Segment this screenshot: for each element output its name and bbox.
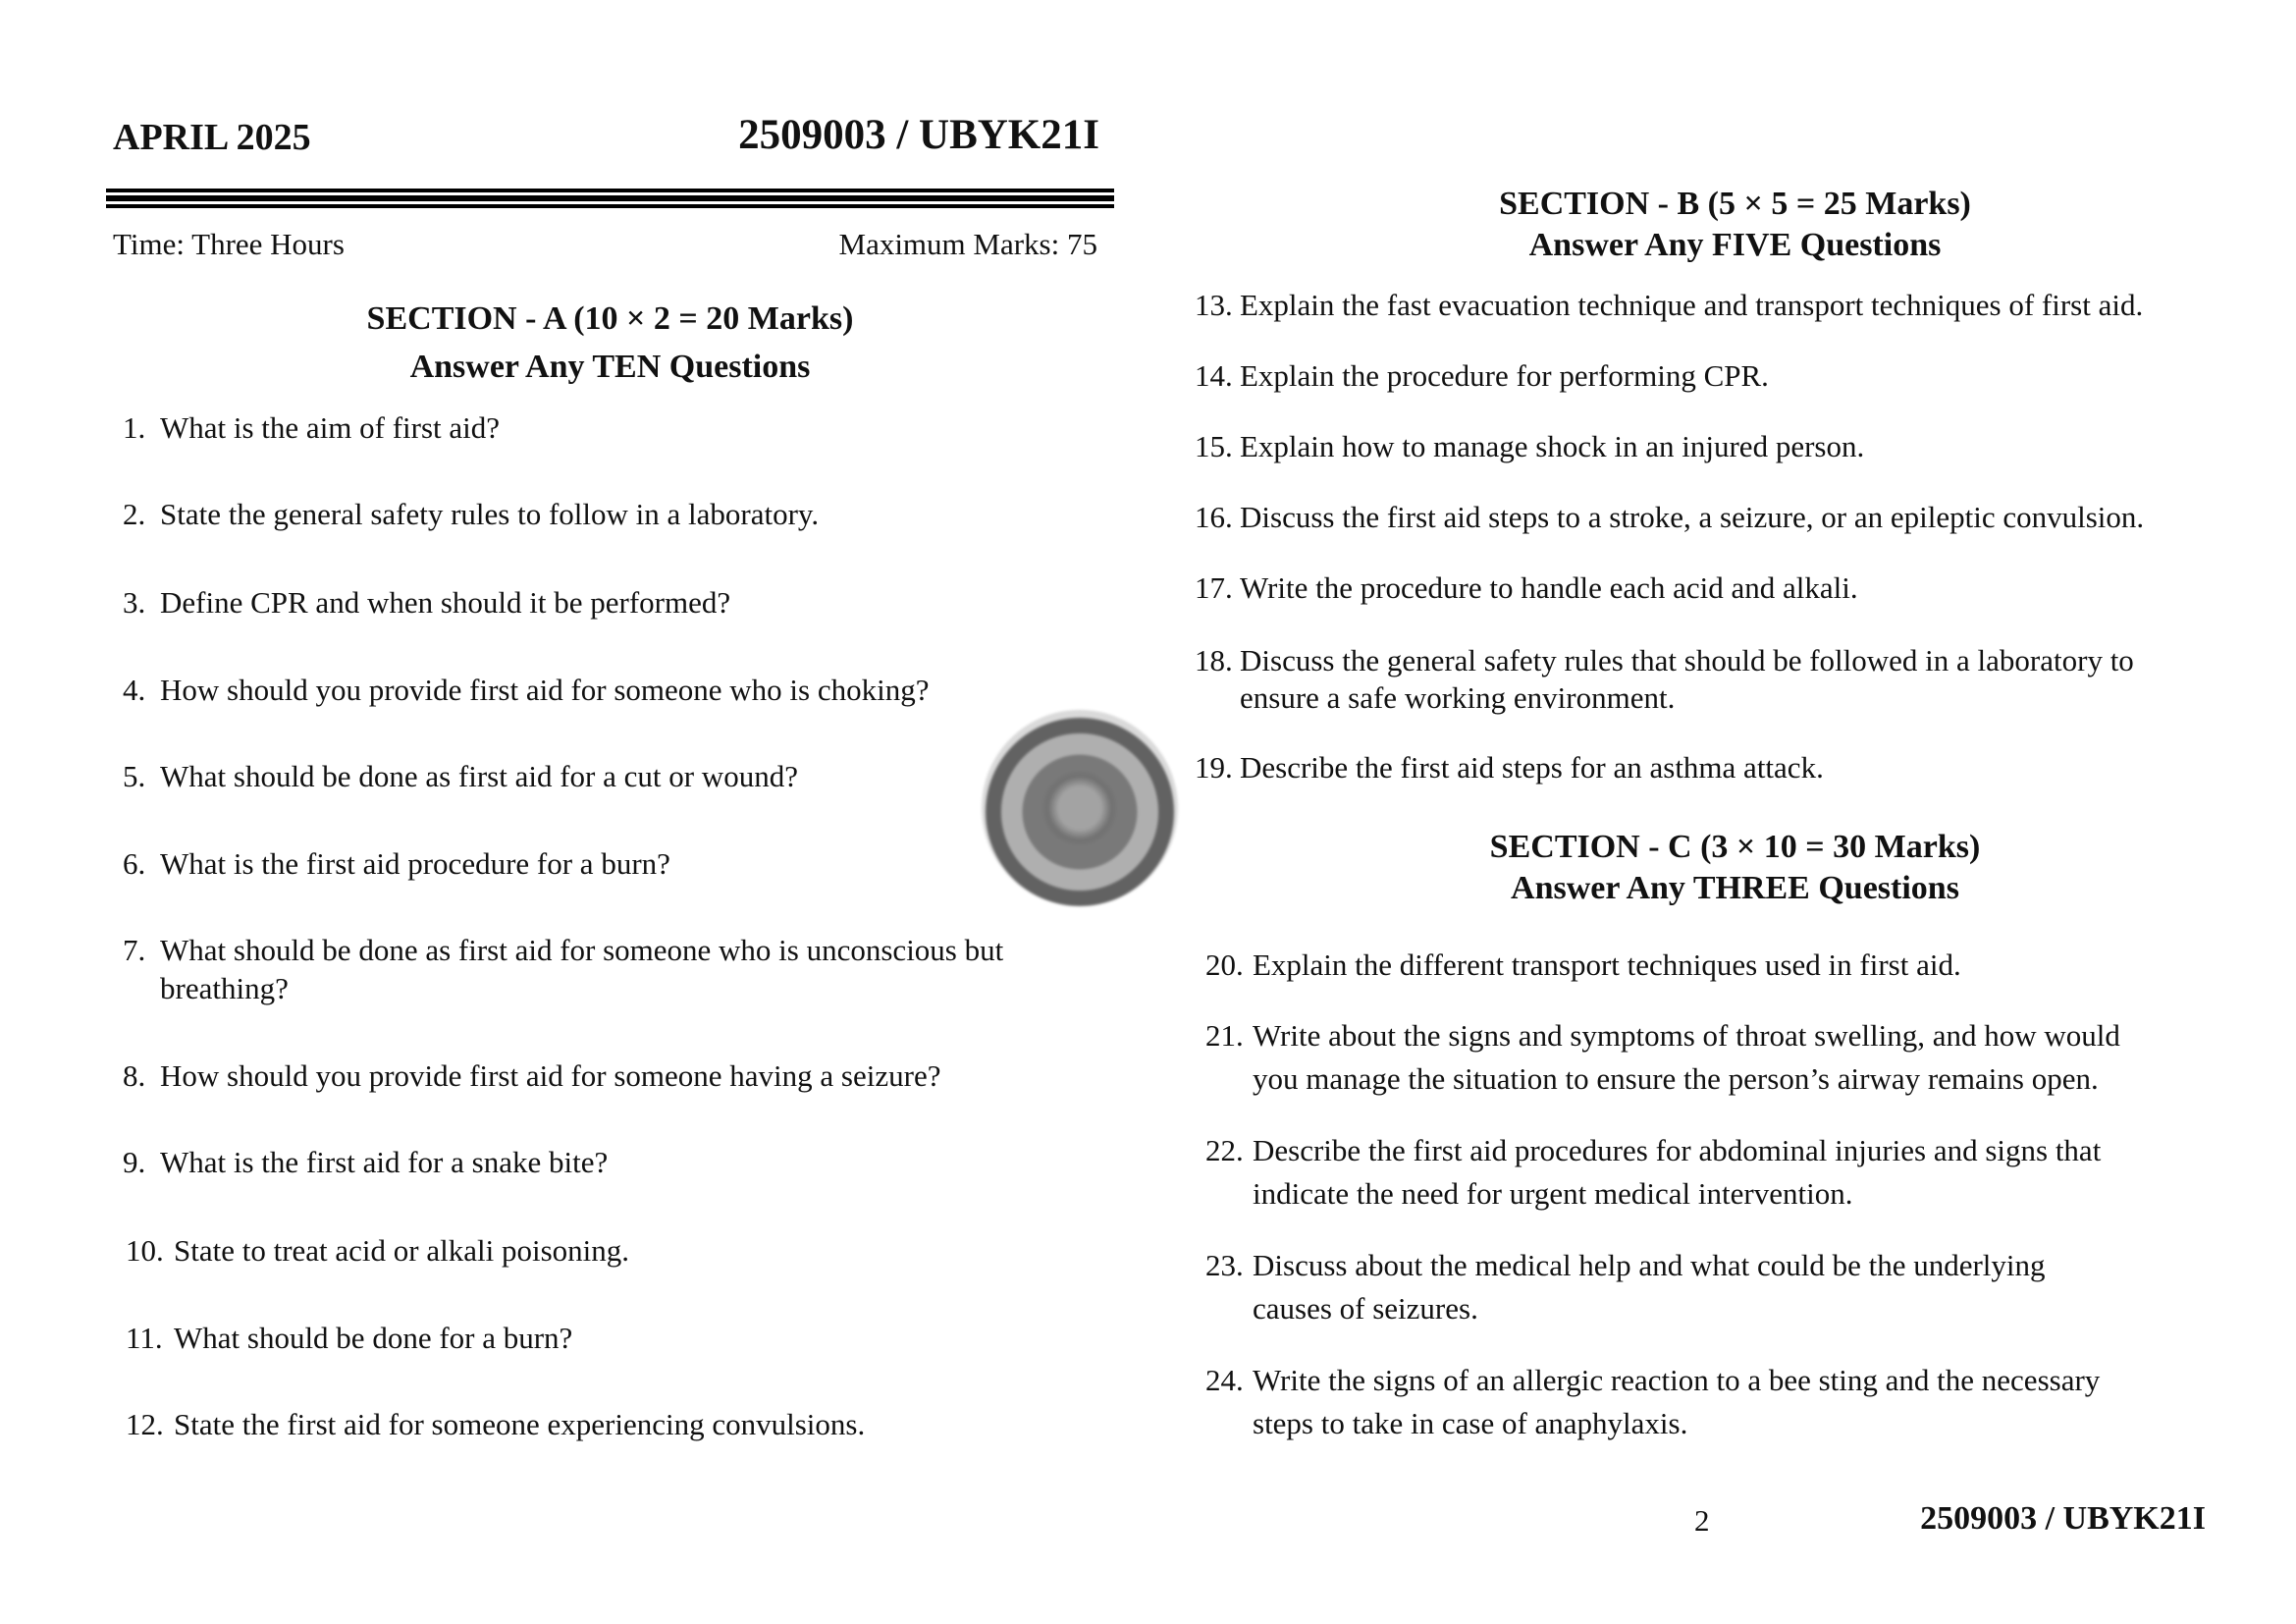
question-number: 11. bbox=[126, 1321, 163, 1355]
footer-paper-code: 2509003 / UBYK21I bbox=[1920, 1500, 2206, 1537]
question-text: Explain the different transport techniques used in first aid. bbox=[1253, 947, 1961, 982]
question-text: Describe the first aid procedures for abdominal injuries and signs that bbox=[1253, 1133, 2102, 1167]
question-number: 16. bbox=[1195, 500, 1233, 534]
question-text: What should be done as first aid for a cut or wound? bbox=[160, 759, 798, 793]
question-text: Describe the first aid steps for an asthma attack. bbox=[1240, 750, 1824, 785]
question-number: 5. bbox=[123, 759, 146, 793]
question-text: Discuss the general safety rules that should be followed in a laboratory to bbox=[1240, 643, 2134, 677]
section-c-title: SECTION - C (3 × 10 = 30 Marks) bbox=[1489, 829, 1981, 865]
question-text: What is the aim of first aid? bbox=[160, 410, 501, 445]
question-number: 6. bbox=[123, 846, 146, 881]
question-text: How should you provide first aid for someone having a seizure? bbox=[160, 1058, 941, 1093]
question-text: Explain the fast evacuation technique and transport techniques of first aid. bbox=[1240, 288, 2144, 322]
question-text-continued: ensure a safe working environment. bbox=[1240, 680, 1676, 715]
question-number: 3. bbox=[123, 585, 146, 620]
question-number: 13. bbox=[1195, 288, 1233, 322]
section-a-title: SECTION - A (10 × 2 = 20 Marks) bbox=[366, 300, 854, 337]
question-text: Discuss about the medical help and what could be the underlying bbox=[1253, 1248, 2046, 1282]
question-text-continued: steps to take in case of anaphylaxis. bbox=[1253, 1406, 1688, 1440]
question-number: 4. bbox=[123, 673, 146, 707]
question-text-continued: you manage the situation to ensure the person’s airway remains open. bbox=[1253, 1061, 2099, 1096]
question-number: 20. bbox=[1205, 947, 1244, 982]
question-number: 14. bbox=[1195, 358, 1233, 393]
question-number: 10. bbox=[126, 1233, 164, 1268]
section-b-title: SECTION - B (5 × 5 = 25 Marks) bbox=[1499, 186, 1971, 222]
question-number: 22. bbox=[1205, 1133, 1244, 1167]
question-text: What should be done for a burn? bbox=[174, 1321, 573, 1355]
header-rule-top bbox=[106, 189, 1114, 192]
exam-month-year: APRIL 2025 bbox=[113, 117, 311, 158]
question-text: Define CPR and when should it be performed? bbox=[160, 585, 731, 620]
question-text: Discuss the first aid steps to a stroke, a seizure, or an epileptic convulsion. bbox=[1240, 500, 2145, 534]
question-number: 12. bbox=[126, 1407, 164, 1441]
question-text-continued: breathing? bbox=[160, 971, 289, 1005]
question-text: Write the signs of an allergic reaction to a bee sting and the necessary bbox=[1253, 1363, 2101, 1397]
page-number: 2 bbox=[1694, 1503, 1710, 1538]
question-text: State to treat acid or alkali poisoning. bbox=[174, 1233, 630, 1268]
section-a-instruction: Answer Any TEN Questions bbox=[409, 349, 811, 385]
paper-code-heading: 2509003 / UBYK21I bbox=[738, 112, 1099, 158]
question-text-continued: causes of seizures. bbox=[1253, 1291, 1478, 1326]
question-text: Write the procedure to handle each acid and alkali. bbox=[1240, 570, 1858, 605]
question-number: 7. bbox=[123, 933, 146, 967]
seal-stamp-icon bbox=[982, 710, 1178, 906]
question-number: 23. bbox=[1205, 1248, 1244, 1282]
header-rule-bottom bbox=[106, 204, 1114, 208]
question-number: 24. bbox=[1205, 1363, 1244, 1397]
question-text: What is the first aid procedure for a burn? bbox=[160, 846, 670, 881]
section-b-instruction: Answer Any FIVE Questions bbox=[1528, 227, 1942, 263]
question-text: Explain the procedure for performing CPR. bbox=[1240, 358, 1769, 393]
header-rule-middle bbox=[106, 195, 1114, 201]
question-number: 18. bbox=[1195, 643, 1233, 677]
section-c-instruction: Answer Any THREE Questions bbox=[1511, 870, 1959, 906]
question-text: State the first aid for someone experiencing convulsions. bbox=[174, 1407, 866, 1441]
question-number: 15. bbox=[1195, 429, 1233, 463]
question-number: 17. bbox=[1195, 570, 1233, 605]
question-number: 19. bbox=[1195, 750, 1233, 785]
question-text: What should be done as first aid for someone who is unconscious but bbox=[160, 933, 1004, 967]
question-text: State the general safety rules to follow in a laboratory. bbox=[160, 497, 820, 531]
question-text: Explain how to manage shock in an injured person. bbox=[1240, 429, 1865, 463]
question-number: 1. bbox=[123, 410, 146, 445]
question-text: Write about the signs and symptoms of throat swelling, and how would bbox=[1253, 1018, 2120, 1053]
question-text: How should you provide first aid for someone who is choking? bbox=[160, 673, 930, 707]
question-number: 8. bbox=[123, 1058, 146, 1093]
question-number: 9. bbox=[123, 1145, 146, 1179]
question-number: 2. bbox=[123, 497, 146, 531]
seal-center bbox=[1042, 771, 1117, 845]
maximum-marks: Maximum Marks: 75 bbox=[838, 227, 1097, 261]
question-text-continued: indicate the need for urgent medical intervention. bbox=[1253, 1176, 1853, 1211]
question-number: 21. bbox=[1205, 1018, 1244, 1053]
exam-duration: Time: Three Hours bbox=[113, 227, 345, 261]
question-text: What is the first aid for a snake bite? bbox=[160, 1145, 609, 1179]
